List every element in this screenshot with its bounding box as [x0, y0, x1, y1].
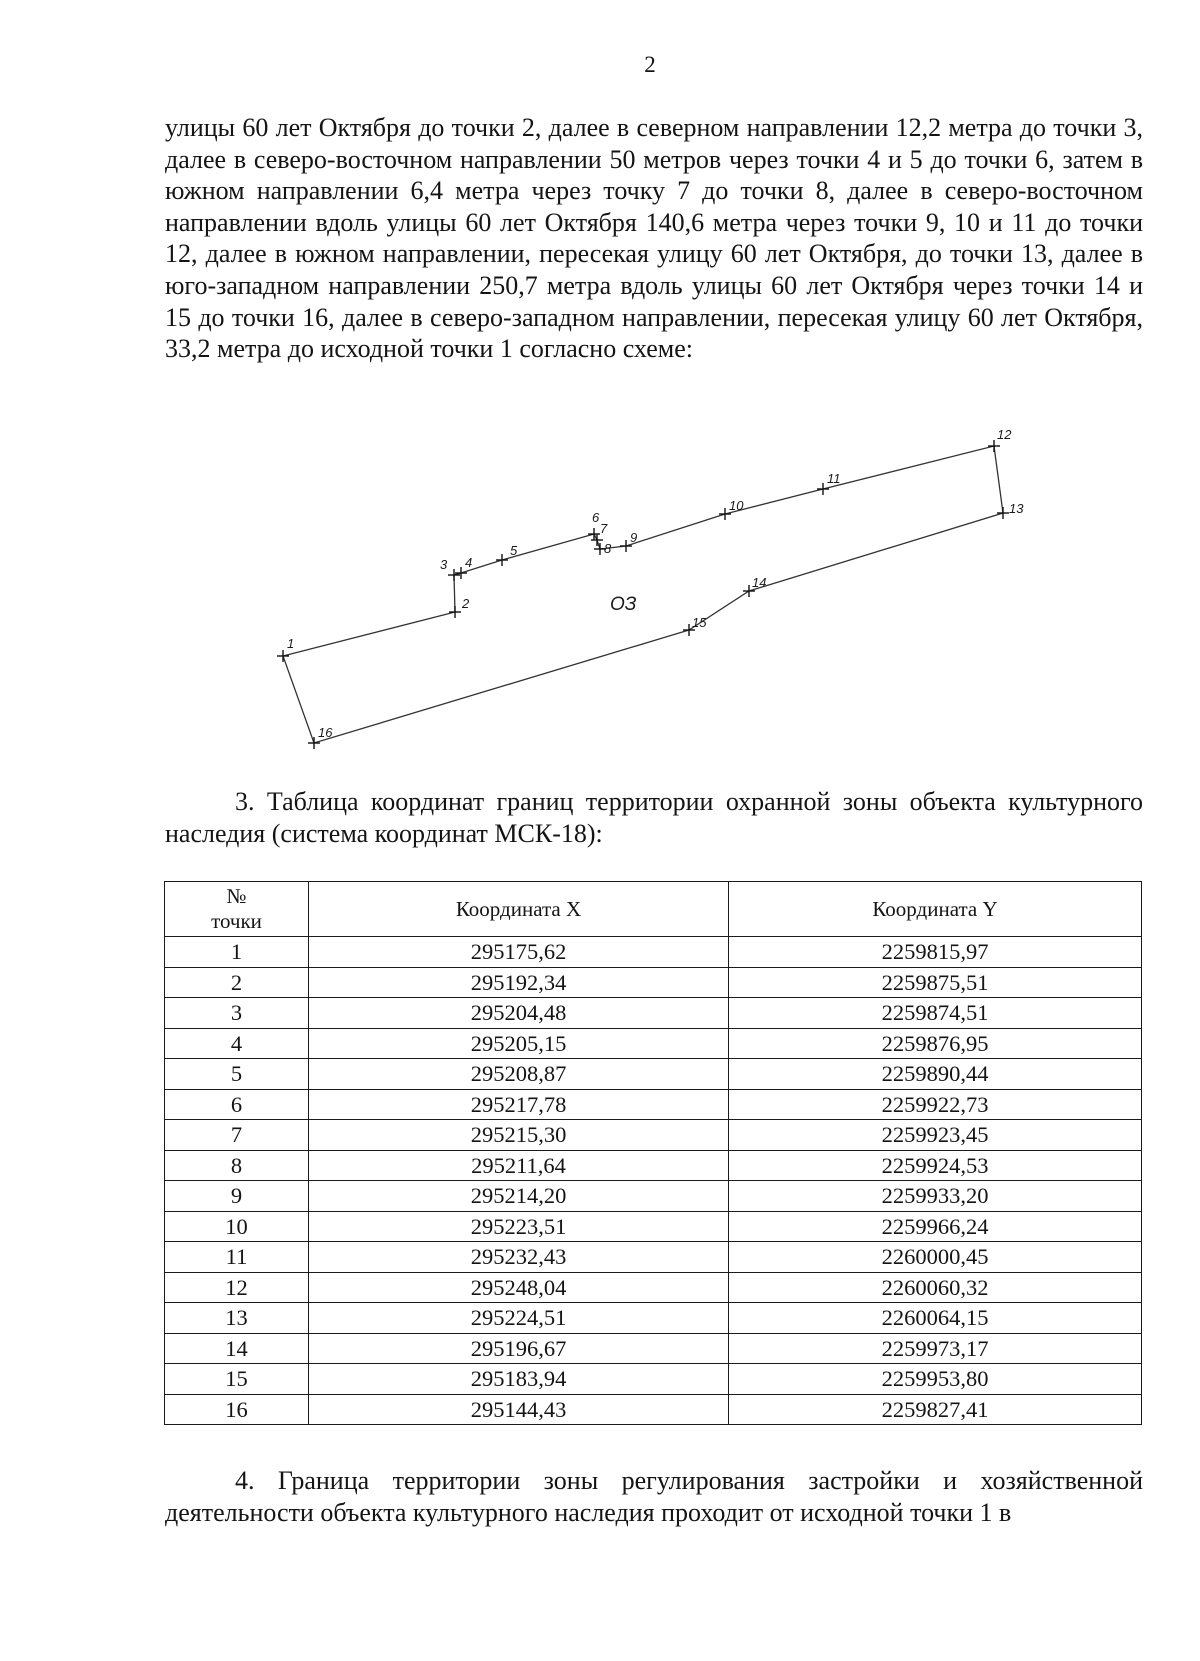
cell-coordinate-x: 295232,43 [309, 1242, 729, 1273]
table-row [165, 1150, 1142, 1181]
cell-coordinate-x: 295248,04 [309, 1272, 729, 1303]
cell-coordinate-x: 295192,34 [309, 967, 729, 998]
cell-point-number: 2 [165, 967, 309, 998]
cell-coordinate-x: 295183,94 [309, 1364, 729, 1395]
table-row [165, 1333, 1142, 1364]
cell-coordinate-x: 295223,51 [309, 1211, 729, 1242]
point-marker [743, 585, 755, 597]
table-row [165, 1211, 1142, 1242]
table-row [165, 1089, 1142, 1120]
cell-point-number: 1 [165, 937, 309, 968]
cell-coordinate-y: 2259973,17 [729, 1333, 1142, 1364]
cell-coordinate-x: 295215,30 [309, 1120, 729, 1151]
cell-point-number: 11 [165, 1242, 309, 1273]
point-label: 3 [440, 557, 448, 572]
point-label: 7 [600, 521, 608, 536]
cell-coordinate-x: 295217,78 [309, 1089, 729, 1120]
point-marker [719, 508, 731, 520]
point-marker [591, 534, 603, 546]
coordinates-table [164, 881, 1142, 1425]
cell-coordinate-y: 2259966,24 [729, 1211, 1142, 1242]
point-marker [588, 528, 600, 540]
cell-coordinate-y: 2259924,53 [729, 1150, 1142, 1181]
point-marker [448, 569, 460, 581]
table-row [165, 1364, 1142, 1395]
point-label: 11 [827, 471, 841, 486]
cell-coordinate-y: 2260064,15 [729, 1303, 1142, 1334]
table-row [165, 1272, 1142, 1303]
cell-point-number: 12 [165, 1272, 309, 1303]
point-marker [594, 543, 606, 555]
point-label: 8 [604, 541, 612, 556]
point-label: 13 [1009, 501, 1024, 516]
header-point-number: № точки [165, 882, 309, 937]
cell-coordinate-y: 2259827,41 [729, 1394, 1142, 1425]
cell-coordinate-x: 295204,48 [309, 998, 729, 1029]
cell-coordinate-y: 2260000,45 [729, 1242, 1142, 1273]
cell-point-number: 4 [165, 1028, 309, 1059]
point-marker [817, 483, 829, 495]
cell-coordinate-y: 2259923,45 [729, 1120, 1142, 1151]
cell-coordinate-y: 2259890,44 [729, 1059, 1142, 1090]
table-row [165, 1181, 1142, 1212]
cell-coordinate-x: 295144,43 [309, 1394, 729, 1425]
point-labels [287, 427, 1024, 740]
boundary-polygon [283, 446, 1003, 743]
table-row [165, 1028, 1142, 1059]
header-coordinate-y: Координата Y [729, 882, 1142, 937]
table-row [165, 1120, 1142, 1151]
point-label: 5 [510, 543, 518, 558]
point-label: 2 [462, 596, 470, 611]
table-row [165, 1394, 1142, 1425]
boundary-description-paragraph: улицы 60 лет Октября до точки 2, далее в северном направлении 12,2 метра до точки 3, далее в северо-восточном направлении 50 метров через точки 4 и 5 до точки 6, затем в южном направлении 6,4 метра через точку 7 до точки 8, далее в северо-восточном направлении вдоль улицы 60 лет Октября 140,6 метра через точки 9, 10 и 11 до точки 12, далее в южном направлении, пересекая улицу 60 лет Октября, до точки 13, далее в юго-западном направлении 250,7 метра вдоль улицы 60 лет Октября через точки 14 и 15 до точки 16, далее в северо-западном направлении, пересекая улицу 60 лет Октября, 33,2 метра до исходной точки 1 согласно схеме: [165, 113, 1143, 364]
cell-coordinate-y: 2260060,32 [729, 1272, 1142, 1303]
point-label: 12 [997, 427, 1012, 442]
point-markers [277, 440, 1009, 749]
cell-point-number: 5 [165, 1059, 309, 1090]
cell-point-number: 14 [165, 1333, 309, 1364]
cell-coordinate-x: 295175,62 [309, 937, 729, 968]
cell-coordinate-y: 2259874,51 [729, 998, 1142, 1029]
section-4-paragraph: 4. Граница территории зоны регулирования застройки и хозяйственной деятельности объекта культурного наследия проходит от исходной точки 1 в [165, 1466, 1143, 1527]
cell-coordinate-y: 2259815,97 [729, 937, 1142, 968]
cell-point-number: 13 [165, 1303, 309, 1334]
cell-point-number: 6 [165, 1089, 309, 1120]
table-row [165, 1059, 1142, 1090]
cell-point-number: 7 [165, 1120, 309, 1151]
cell-point-number: 10 [165, 1211, 309, 1242]
point-marker [308, 737, 320, 749]
table-row [165, 1303, 1142, 1334]
point-label: 4 [465, 555, 473, 570]
point-label: 14 [752, 575, 767, 590]
page-number: 2 [644, 52, 656, 77]
point-label: 6 [592, 510, 600, 525]
point-label: 1 [287, 636, 295, 651]
table-caption-paragraph: 3. Таблица координат границ территории охранной зоны объекта культурного наследия (система координат МСК-18): [165, 787, 1143, 848]
table-row [165, 937, 1142, 968]
point-marker [683, 624, 695, 636]
table-header-row [165, 882, 1142, 937]
cell-coordinate-x: 295214,20 [309, 1181, 729, 1212]
cell-coordinate-x: 295196,67 [309, 1333, 729, 1364]
point-marker [997, 507, 1009, 519]
cell-coordinate-x: 295205,15 [309, 1028, 729, 1059]
cell-coordinate-x: 295224,51 [309, 1303, 729, 1334]
cell-coordinate-x: 295208,87 [309, 1059, 729, 1090]
cell-coordinate-y: 2259933,20 [729, 1181, 1142, 1212]
cell-point-number: 3 [165, 998, 309, 1029]
point-label: 9 [630, 530, 638, 545]
cell-coordinate-x: 295211,64 [309, 1150, 729, 1181]
header-coordinate-x: Координата X [309, 882, 729, 937]
boundary-line [283, 446, 1003, 743]
point-label: 15 [692, 615, 707, 630]
cell-coordinate-y: 2259922,73 [729, 1089, 1142, 1120]
cell-point-number: 15 [165, 1364, 309, 1395]
point-marker [277, 650, 289, 662]
point-marker [449, 606, 461, 618]
cell-coordinate-y: 2259875,51 [729, 967, 1142, 998]
table-row [165, 1242, 1142, 1273]
point-label: 10 [729, 498, 744, 513]
point-marker [620, 540, 632, 552]
zone-label: ОЗ [610, 594, 637, 615]
cell-coordinate-y: 2259876,95 [729, 1028, 1142, 1059]
cell-coordinate-y: 2259953,80 [729, 1364, 1142, 1395]
point-marker [455, 567, 467, 579]
point-label: 16 [318, 725, 333, 740]
cell-point-number: 16 [165, 1394, 309, 1425]
point-marker [496, 554, 508, 566]
cell-point-number: 9 [165, 1181, 309, 1212]
point-marker [988, 440, 1000, 452]
cell-point-number: 8 [165, 1150, 309, 1181]
table-row [165, 967, 1142, 998]
table-row [165, 998, 1142, 1029]
